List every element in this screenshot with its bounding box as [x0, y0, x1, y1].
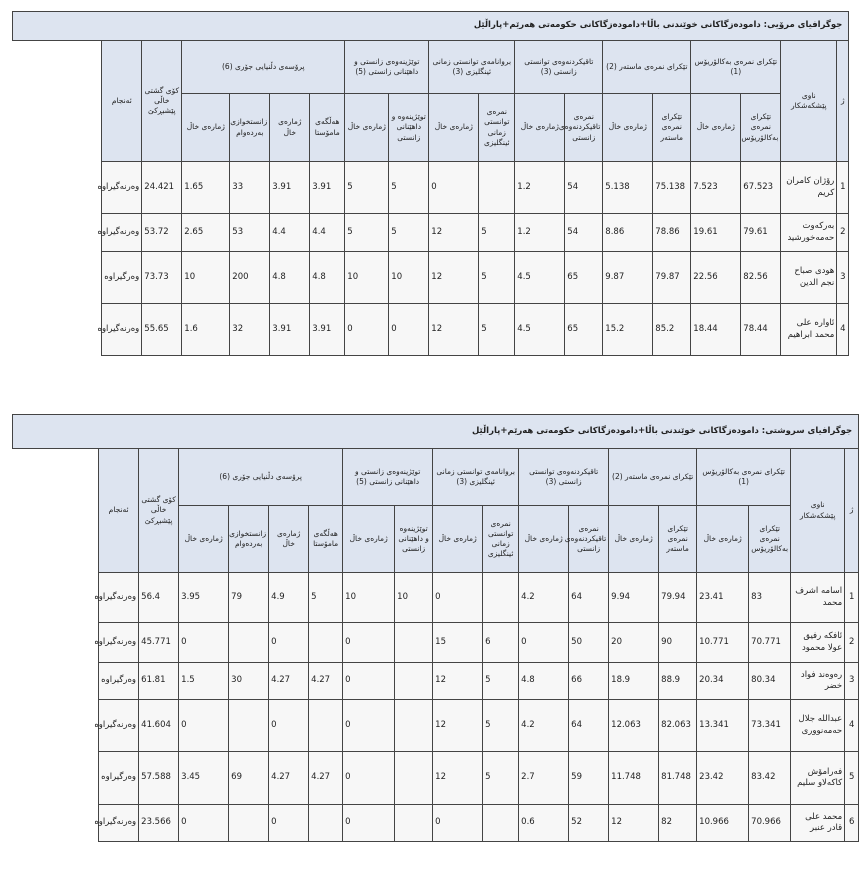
score-cell: 10 — [345, 252, 389, 304]
score-cell: 3.91 — [270, 304, 310, 356]
table-row — [13, 252, 849, 304]
subheader-points: ژمارەی خاڵ — [691, 94, 741, 162]
applicant-name: هودی صباح نجم الدین — [781, 252, 837, 304]
row-number: 4 — [845, 700, 859, 752]
col-header-name: ناوی پێشکەشکار — [791, 449, 845, 573]
score-cell: 0 — [433, 573, 483, 623]
score-cell: 4.8 — [519, 663, 569, 700]
subheader-points: ژمارەی خاڵ — [603, 94, 653, 162]
score-cell: 4.2 — [519, 700, 569, 752]
score-cell: 12 — [429, 304, 479, 356]
subheader-master-avg: تێکرای نمرەی ماستەر — [659, 506, 697, 573]
score-cell: 79 — [229, 573, 269, 623]
score-cell: 0 — [429, 162, 479, 214]
subheader-points: ژمارەی خاڵ — [515, 94, 565, 162]
score-cell: 69 — [229, 752, 269, 805]
applicant-name: رۆژان کامران کریم — [781, 162, 837, 214]
row-number: 2 — [837, 214, 849, 252]
subheader-points: ژمارەی خاڵ — [270, 94, 310, 162]
col-group-english: بروانامەی توانستی زمانی ئینگلیزی (3) — [429, 41, 515, 94]
score-cell: 4.27 — [309, 752, 343, 805]
subheader-continuing-ed: زانستخوازی بەردەوام — [229, 506, 269, 573]
table-row — [13, 214, 849, 252]
row-number: 1 — [845, 573, 859, 623]
score-cell: 0 — [269, 700, 309, 752]
score-cell: 5 — [483, 663, 519, 700]
score-cell: 5 — [483, 752, 519, 805]
subheader-teaching-portfolio: هەڵگەی مامۆستا — [309, 506, 343, 573]
col-group-science-test: تاقیکردنەوەی توانستی زانستی (3) — [515, 41, 603, 94]
col-header-total: کۆی گشتی خاڵی پێشبڕکێ — [142, 41, 182, 162]
score-cell: 20.34 — [697, 663, 749, 700]
score-cell: 5 — [309, 573, 343, 623]
subheader-english-score: نمرەی توانستی زمانی ئینگلیزی — [483, 506, 519, 573]
score-cell: 12 — [433, 752, 483, 805]
col-group-research: توێژینەوەی زانستی و داهێنانی زانستی (5) — [345, 41, 429, 94]
applicant-name: ئافکە رفیق عولا محمود — [791, 623, 845, 663]
score-cell: 82 — [659, 805, 697, 842]
score-cell: 10.771 — [697, 623, 749, 663]
row-number: 3 — [837, 252, 849, 304]
score-cell: 5.138 — [603, 162, 653, 214]
results-table-physical-geography — [12, 414, 859, 842]
score-cell: 64 — [569, 700, 609, 752]
score-cell: 82.56 — [741, 252, 781, 304]
score-cell: 13.341 — [697, 700, 749, 752]
score-cell: 10 — [182, 252, 230, 304]
result-status: وەرنەگیراوە — [99, 623, 139, 663]
score-cell: 5 — [345, 214, 389, 252]
score-cell — [395, 700, 433, 752]
result-status: وەرگیراوە — [99, 752, 139, 805]
score-cell: 4.8 — [310, 252, 345, 304]
score-cell: 1.2 — [515, 214, 565, 252]
col-group-quality: پرۆسەی دڵنیایی جۆری (6) — [179, 449, 343, 506]
score-cell: 12 — [609, 805, 659, 842]
result-status: وەرنەگیراوە — [99, 700, 139, 752]
subheader-master-avg: تێکرای نمرەی ماستەر — [653, 94, 691, 162]
score-cell: 19.61 — [691, 214, 741, 252]
score-cell: 3.91 — [310, 304, 345, 356]
score-cell — [395, 623, 433, 663]
subheader-points: ژمارەی خاڵ — [429, 94, 479, 162]
subheader-points: ژمارەی خاڵ — [182, 94, 230, 162]
score-cell: 8.86 — [603, 214, 653, 252]
score-cell: 10 — [395, 573, 433, 623]
score-cell: 4.2 — [519, 573, 569, 623]
score-cell: 70.966 — [749, 805, 791, 842]
col-header-result: ئەنجام — [99, 449, 139, 573]
score-cell: 5 — [479, 214, 515, 252]
score-cell: 18.44 — [691, 304, 741, 356]
score-cell: 1.2 — [515, 162, 565, 214]
results-table-human-geography — [12, 11, 849, 356]
score-cell: 23.42 — [697, 752, 749, 805]
score-cell: 75.138 — [653, 162, 691, 214]
score-cell: 1.65 — [182, 162, 230, 214]
score-cell: 83.42 — [749, 752, 791, 805]
score-cell: 1.6 — [182, 304, 230, 356]
table-row — [13, 623, 859, 663]
score-cell: 5 — [345, 162, 389, 214]
subheader-teaching-portfolio: هەڵگەی مامۆستا — [310, 94, 345, 162]
total-points: 23.566 — [139, 805, 179, 842]
score-cell — [483, 573, 519, 623]
score-cell: 3.91 — [310, 162, 345, 214]
total-points: 56.4 — [139, 573, 179, 623]
col-group-master: تێکرای نمرەی ماستەر (2) — [603, 41, 691, 94]
col-header-number: ژ — [837, 41, 849, 162]
score-cell: 18.9 — [609, 663, 659, 700]
score-cell: 64 — [569, 573, 609, 623]
subheader-points: ژمارەی خاڵ — [433, 506, 483, 573]
result-status: وەرنەگیراوە — [99, 805, 139, 842]
score-cell — [229, 700, 269, 752]
score-cell: 1.5 — [179, 663, 229, 700]
score-cell: 59 — [569, 752, 609, 805]
score-cell — [309, 700, 343, 752]
score-cell: 4.27 — [309, 663, 343, 700]
subheader-research: توێژینەوە و داهێنانی زانستی — [395, 506, 433, 573]
total-points: 24.421 — [142, 162, 182, 214]
score-cell: 54 — [565, 214, 603, 252]
table-title: جوگرافیای مرۆیی: دامودەزگاکانی خوێندنی باڵا+دامودەزگاکانی حکومەتی هەرێم+پاراڵێل — [13, 12, 849, 41]
score-cell: 85.2 — [653, 304, 691, 356]
subheader-points: ژمارەی خاڵ — [697, 506, 749, 573]
col-header-number: ژ — [845, 449, 859, 573]
table-row — [13, 304, 849, 356]
score-cell: 3.91 — [270, 162, 310, 214]
score-cell: 12 — [429, 214, 479, 252]
score-cell: 6 — [483, 623, 519, 663]
total-points: 61.81 — [139, 663, 179, 700]
score-cell: 3.95 — [179, 573, 229, 623]
score-cell: 53 — [230, 214, 270, 252]
score-cell: 81.748 — [659, 752, 697, 805]
score-cell: 0 — [389, 304, 429, 356]
total-points: 57.588 — [139, 752, 179, 805]
row-number: 2 — [845, 623, 859, 663]
score-cell: 4.27 — [269, 663, 309, 700]
score-cell — [483, 805, 519, 842]
score-cell: 79.87 — [653, 252, 691, 304]
score-cell: 65 — [565, 252, 603, 304]
total-points: 55.65 — [142, 304, 182, 356]
score-cell: 12 — [429, 252, 479, 304]
score-cell: 10.966 — [697, 805, 749, 842]
col-group-science-test: تاقیکردنەوەی توانستی زانستی (3) — [519, 449, 609, 506]
score-cell: 52 — [569, 805, 609, 842]
score-cell: 30 — [229, 663, 269, 700]
applicant-name: ئاوارە علی محمد ابراهیم — [781, 304, 837, 356]
score-cell: 88.9 — [659, 663, 697, 700]
score-cell: 80.34 — [749, 663, 791, 700]
score-cell: 5 — [389, 162, 429, 214]
score-cell: 78.44 — [741, 304, 781, 356]
score-cell: 0 — [269, 805, 309, 842]
result-status: وەرنەگیراوە — [102, 214, 142, 252]
score-cell: 0 — [343, 663, 395, 700]
score-cell: 73.341 — [749, 700, 791, 752]
score-cell: 83 — [749, 573, 791, 623]
table-row — [13, 700, 859, 752]
score-cell: 4.4 — [310, 214, 345, 252]
score-cell: 0 — [519, 623, 569, 663]
score-cell: 15.2 — [603, 304, 653, 356]
table-row — [13, 162, 849, 214]
table-row — [13, 663, 859, 700]
score-cell: 0 — [179, 700, 229, 752]
score-cell: 9.87 — [603, 252, 653, 304]
score-cell: 10 — [389, 252, 429, 304]
score-cell: 15 — [433, 623, 483, 663]
total-points: 45.771 — [139, 623, 179, 663]
table-row — [13, 805, 859, 842]
subheader-bachelor-avg: تێکرای نمرەی بەکالۆریۆس — [749, 506, 791, 573]
total-points: 73.73 — [142, 252, 182, 304]
score-cell: 5 — [479, 304, 515, 356]
total-points: 53.72 — [142, 214, 182, 252]
score-cell: 70.771 — [749, 623, 791, 663]
score-cell: 20 — [609, 623, 659, 663]
score-cell: 82.063 — [659, 700, 697, 752]
score-cell: 4.4 — [270, 214, 310, 252]
score-cell: 10 — [343, 573, 395, 623]
score-cell: 32 — [230, 304, 270, 356]
score-cell: 22.56 — [691, 252, 741, 304]
result-status: وەرنەگیراوە — [102, 162, 142, 214]
subheader-continuing-ed: زانستخوازی بەردەوام — [230, 94, 270, 162]
subheader-points: ژمارەی خاڵ — [345, 94, 389, 162]
score-cell: 11.748 — [609, 752, 659, 805]
score-cell: 0 — [343, 805, 395, 842]
result-status: وەرنەگیراوە — [99, 573, 139, 623]
applicant-name: محمد علی قادر عنبر — [791, 805, 845, 842]
score-cell: 50 — [569, 623, 609, 663]
row-number: 5 — [845, 752, 859, 805]
row-number: 6 — [845, 805, 859, 842]
table-row — [13, 573, 859, 623]
col-group-english: بروانامەی توانستی زمانی ئینگلیزی (3) — [433, 449, 519, 506]
score-cell — [395, 805, 433, 842]
score-cell: 2.7 — [519, 752, 569, 805]
score-cell: 0 — [343, 623, 395, 663]
score-cell: 200 — [230, 252, 270, 304]
col-header-name: ناوی پێشکەشکار — [781, 41, 837, 162]
row-number: 4 — [837, 304, 849, 356]
applicant-name: عبداللە جلال حەمەنووری — [791, 700, 845, 752]
subheader-points: ژمارەی خاڵ — [343, 506, 395, 573]
score-cell: 5 — [479, 252, 515, 304]
score-cell — [479, 162, 515, 214]
col-group-research: توێژینەوەی زانستی و داهێنانی زانستی (5) — [343, 449, 433, 506]
row-number: 1 — [837, 162, 849, 214]
score-cell: 2.65 — [182, 214, 230, 252]
col-group-quality: پرۆسەی دڵنیایی جۆری (6) — [182, 41, 345, 94]
result-status: وەرگیراوە — [99, 663, 139, 700]
score-cell: 12 — [433, 700, 483, 752]
score-cell: 4.8 — [270, 252, 310, 304]
score-cell: 90 — [659, 623, 697, 663]
applicant-name: رەوەند فواد خضر — [791, 663, 845, 700]
score-cell: 78.86 — [653, 214, 691, 252]
score-cell: 33 — [230, 162, 270, 214]
score-cell: 0 — [269, 623, 309, 663]
score-cell: 4.9 — [269, 573, 309, 623]
score-cell: 23.41 — [697, 573, 749, 623]
score-cell: 0 — [433, 805, 483, 842]
score-cell: 0.6 — [519, 805, 569, 842]
score-cell: 0 — [179, 805, 229, 842]
col-header-total: کۆی گشتی خاڵی پێشبڕکێ — [139, 449, 179, 573]
total-points: 41.604 — [139, 700, 179, 752]
applicant-name: بەرکەوت حەمەخورشید — [781, 214, 837, 252]
score-cell: 4.27 — [269, 752, 309, 805]
score-cell: 3.45 — [179, 752, 229, 805]
score-cell — [395, 752, 433, 805]
applicant-name: فەرامۆش کاکەلاو سلیم — [791, 752, 845, 805]
subheader-science-score: نمرەی تاقیکردنەوەی زانستی — [565, 94, 603, 162]
table-title: جوگرافیای سروشتی: دامودەزگاکانی خوێندنی باڵا+دامودەزگاکانی حکومەتی هەرێم+پاراڵێل — [13, 415, 859, 449]
score-cell — [309, 805, 343, 842]
score-cell: 79.61 — [741, 214, 781, 252]
score-cell: 67.523 — [741, 162, 781, 214]
score-cell: 7.523 — [691, 162, 741, 214]
result-status: وەرنەگیراوە — [102, 304, 142, 356]
score-cell — [229, 805, 269, 842]
table-row — [13, 752, 859, 805]
score-cell: 12 — [433, 663, 483, 700]
score-cell — [395, 663, 433, 700]
subheader-science-score: نمرەی تاقیکردنەوەی زانستی — [569, 506, 609, 573]
subheader-points: ژمارەی خاڵ — [179, 506, 229, 573]
score-cell: 66 — [569, 663, 609, 700]
col-group-bachelor: تێکرای نمرەی بەکالۆریۆس (1) — [691, 41, 781, 94]
applicant-name: اسامە اشرف محمد — [791, 573, 845, 623]
score-cell — [309, 623, 343, 663]
score-cell: 65 — [565, 304, 603, 356]
score-cell: 9.94 — [609, 573, 659, 623]
row-number: 3 — [845, 663, 859, 700]
score-cell: 0 — [179, 623, 229, 663]
col-header-result: ئەنجام — [102, 41, 142, 162]
score-cell: 0 — [343, 700, 395, 752]
subheader-research: توێژینەوە و داهێنانی زانستی — [389, 94, 429, 162]
score-cell: 4.5 — [515, 252, 565, 304]
score-cell: 54 — [565, 162, 603, 214]
subheader-bachelor-avg: تێکرای نمرەی بەکالۆریۆس — [741, 94, 781, 162]
score-cell: 5 — [389, 214, 429, 252]
subheader-points: ژمارەی خاڵ — [519, 506, 569, 573]
score-cell: 4.5 — [515, 304, 565, 356]
score-cell: 5 — [483, 700, 519, 752]
col-group-bachelor: تێکرای نمرەی بەکالۆریۆس (1) — [697, 449, 791, 506]
score-cell: 0 — [343, 752, 395, 805]
col-group-master: تێکرای نمرەی ماستەر (2) — [609, 449, 697, 506]
score-cell — [229, 623, 269, 663]
subheader-english-score: نمرەی توانستی زمانی ئینگلیزی — [479, 94, 515, 162]
result-status: وەرگیراوە — [102, 252, 142, 304]
score-cell: 0 — [345, 304, 389, 356]
subheader-points: ژمارەی خاڵ — [269, 506, 309, 573]
subheader-points: ژمارەی خاڵ — [609, 506, 659, 573]
score-cell: 79.94 — [659, 573, 697, 623]
score-cell: 12.063 — [609, 700, 659, 752]
